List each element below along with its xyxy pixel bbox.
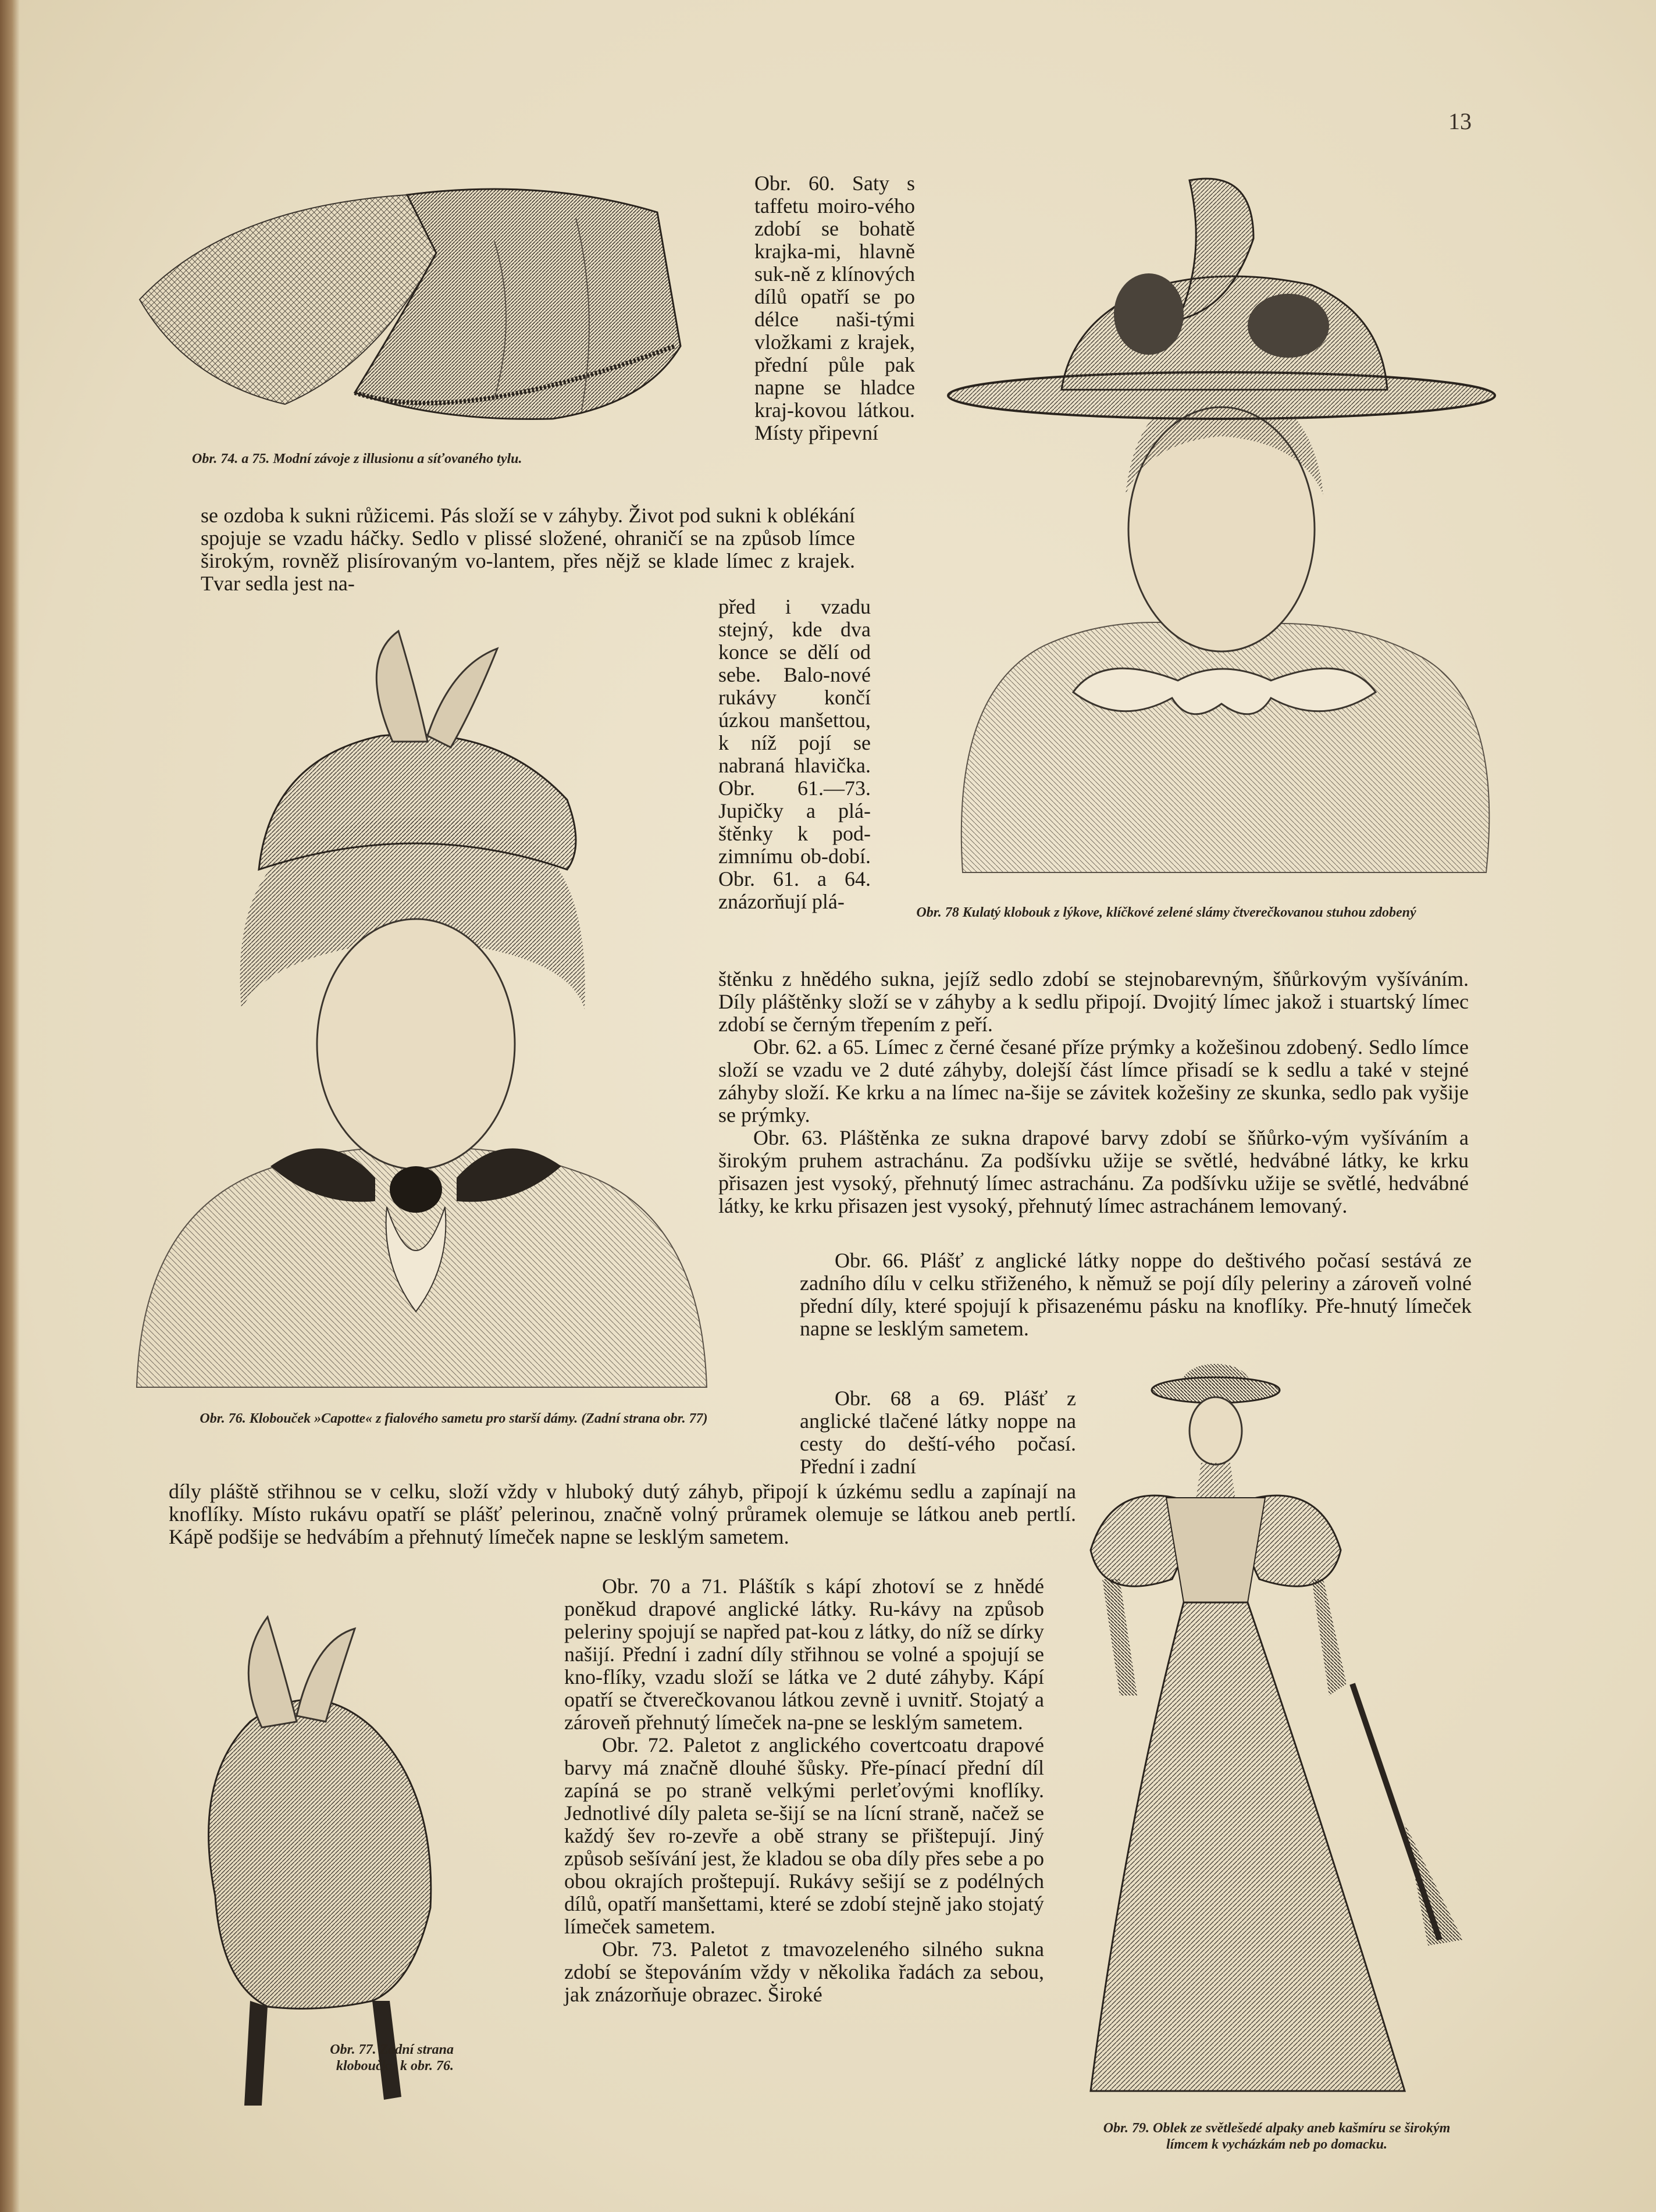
illustration-round-hat: [928, 169, 1515, 887]
text-col-top: [754, 172, 915, 444]
paragraph-obr61: štěnku z hnědého sukna, jejíž sedlo zdobí se stejnobarevným, šňůrkovým vyšíváním. Díly pláštěnky složí se v záhyby a k sedlu připojí. Dvojitý límec jakož i stuartský límec zdobí se černým třepením z peří.: [718, 967, 1469, 1036]
paragraph-obr68: Obr. 68 a 69. Plášť z anglické tlačené látky noppe na cesty do deští-vého počasí. Přední i zadní: [800, 1387, 1076, 1478]
binding-edge: [0, 0, 20, 2212]
paragraph-obr61-intro: před i vzadu stejný, kde dva konce se dělí od sebe. Balo-nové rukávy končí úzkou manšettou, k níž pojí se nabraná hlavička. Obr. 61.—73. Jupičky a plá-štěnky k pod-zimnímu ob-dobí. Obr. 61. a 64. znázorňují plá-: [718, 595, 871, 913]
caption-fig74-75: Obr. 74. a 75. Modní závoje z illusionu a síťovaného tylu.: [192, 451, 522, 466]
text-wide-1: [201, 504, 855, 595]
caption-fig76: Obr. 76. Klobouček »Capotte« z fialového sametu pro starší dámy. (Zadní strana obr. 77): [200, 1411, 708, 1426]
caption-fig78: Obr. 78 Kulatý klobouk z lýkove, klíčkové zelené slámy čtverečkovanou stuhou zdobený: [916, 905, 1416, 920]
illustration-dress: [1079, 1358, 1463, 2111]
paragraph-obr68-cont: díly pláště střihnou se v celku, složí vždy v hluboký dutý záhyb, připojí k úzkému sedlu a zapínají na knoflíky. Místo rukávu opatří se plášť pelerinou, značně volný průramek olemuje se látkou aneb pertlí. Kápě podšije se hedvábím a přehnutý límeček napne se lesklým sametem.: [169, 1480, 1076, 1548]
text-para-68-cont: [169, 1480, 1076, 1548]
page-number: 13: [1448, 108, 1472, 134]
text-col-mid: [718, 596, 871, 913]
paragraph-obr72: Obr. 72. Paletot z anglického covertcoatu drapové barvy má značně dlouhé šůsky. Pře-pínací přední díl zapíná se po straně velkými perleťovými knoflíky. Jednotlivé díly paleta se-šijí se na lícní straně, načež se každý šev ro-zevře a obě strany se přištepují. Jiný způsob sešívání jest, že kladou se oba díly přes sebe a po obou okrajích proštepují. Rukávy sešijí se z podélných dílů, opatří manšettami, které se zdobí stejně jako stojatý límeček sametem.: [564, 1733, 1044, 1938]
text-para-66: [800, 1249, 1472, 1340]
text-para-61: [718, 968, 1469, 1217]
paragraph-obr70: Obr. 70 a 71. Pláštík s kápí zhotoví se z hnědé poněkud drapové anglické látky. Ru-kávy na způsob peleriny spojují se napřed pat-kou z látky, do níž se dírky našijí. Přední i zadní díly střihnou se volné a spojují se kno-flíky, vzadu složí se látka ve 2 duté záhyby. Kápí opatří se čtverečkovanou látkou zevně i uvnitř. Stojatý a zároveň přehnutý límeček na-pne se lesklým sametem.: [564, 1575, 1044, 1734]
caption-fig79: Obr. 79. Oblek ze světlešedé alpaky aneb kašmíru se širokým límcem k vycházkám neb po domacku.: [1103, 2121, 1451, 2152]
caption-fig77: Obr. 77. Zadní strana kloboučku k obr. 76.: [330, 2042, 454, 2074]
paragraph-obr63: Obr. 63. Pláštěnka ze sukna drapové barvy zdobí se šňůrko-vým vyšíváním a širokým pruhem astrachánu. Za podšívku užije se světlé, hedvábné látky, ke krku přisazen jest vysoký, přehnutý límec astrachánu. Za podšívku užije se světlé, hedvábné látky, ke krku přisazen jest vysoký, přehnutý límec astrachánem lemovaný.: [718, 1126, 1469, 1217]
paragraph-obr62: Obr. 62. a 65. Límec z černé česané příze prýmky a kožešinou zdobený. Sedlo límce složí se vzadu ve 2 duté záhyby, dolejší část límce přisadí se k sedlu a také v stejné záhyby složí. Ke krku a na límec na-šije se závitek kožešiny ze skunka, sedlo pak vyšije se prýmky.: [718, 1035, 1469, 1127]
paragraph-continuation: se ozdoba k sukni růžicemi. Pás složí se v záhyby. Život pod sukni k oblékání spojuje se vzadu háčky. Sedlo v plissé složené, ohraničí se na způsob límce širokým, rovněž plisírovaným vo-lantem, přes nějž se klade límec z krajek. Tvar sedla jest na-: [201, 504, 855, 595]
text-col-bottom: [564, 1575, 1044, 2006]
paragraph-obr73: Obr. 73. Paletot z tmavozeleného silného sukna zdobí se štepováním vždy v několika řadách za sebou, jak znázorňuje obrazec. Široké: [564, 1937, 1044, 2006]
text-para-68: [800, 1387, 1076, 1478]
illustration-capotte-woman: [125, 625, 713, 1399]
illustration-veils: [134, 172, 686, 428]
paragraph-obr66: Obr. 66. Plášť z anglické látky noppe do deštivého počasí sestává ze zadního dílu v celku střiženého, k němuž se pojí díly peleriny a zároveň volné přední díly, které spojují k přisazenému pásku na knoflíky. Pře-hnutý límeček napne se lesklým sametem.: [800, 1249, 1472, 1340]
paragraph-obr60: Obr. 60. Saty s taffetu moiro-vého zdobí se bohatě krajka-mi, hlavně suk-ně z klínových dílů opatří se po délce naši-tými vložkami z krajek, přední půle pak napne se hladce kraj-kovou látkou. Místy připevní: [754, 172, 915, 444]
